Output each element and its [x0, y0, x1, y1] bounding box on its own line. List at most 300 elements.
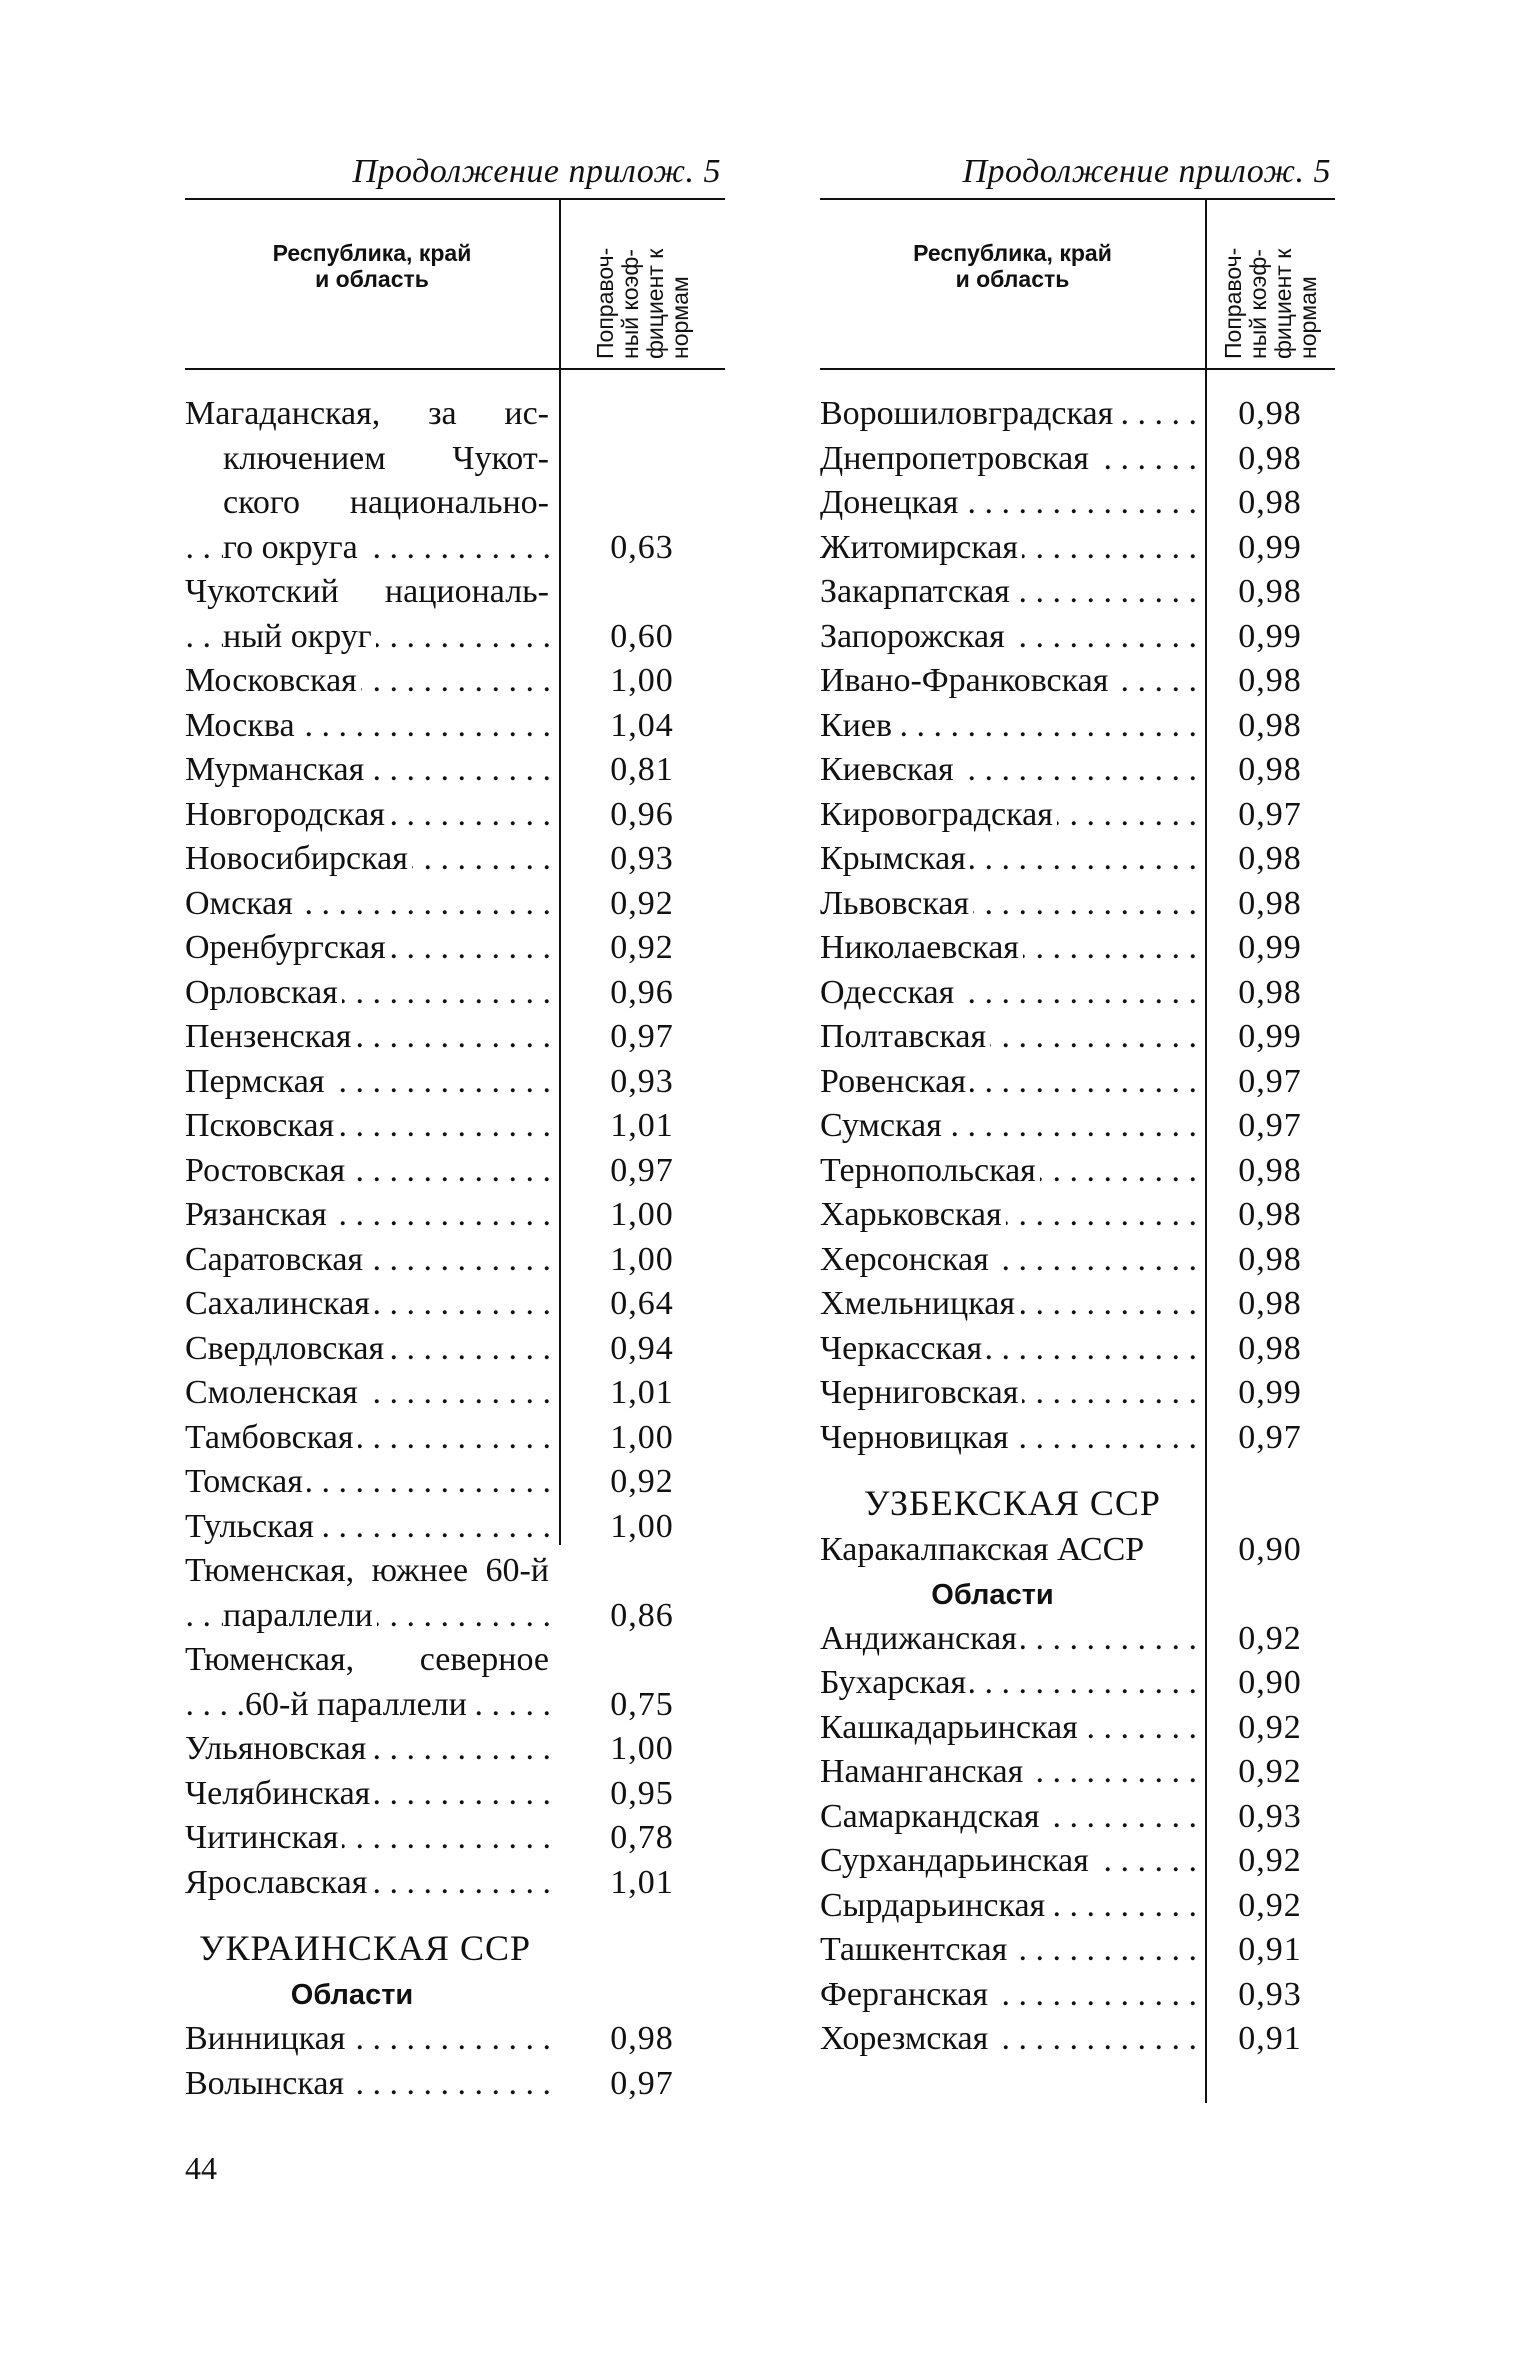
region-name [185, 659, 559, 704]
region-name-text: Тульская [185, 1508, 318, 1545]
table-row [185, 1727, 725, 1772]
coefficient-value: 0,64 [610, 1285, 674, 1322]
coefficient-value: 0,98 [1238, 484, 1302, 521]
coefficient-value: 0,99 [1238, 528, 1302, 566]
table-row [820, 1795, 1335, 1840]
region-name-text: Николаевская [820, 929, 1023, 966]
value-cell-empty [559, 1973, 725, 2017]
region-name-text: Челябинская [185, 1775, 374, 1812]
region-name-text: 60-й параллели [245, 1686, 471, 1723]
region-name [185, 570, 559, 615]
table-row [185, 1416, 725, 1461]
value-cell-empty [1205, 1460, 1335, 1528]
table-row [185, 837, 725, 882]
region-name-text: Одесская [820, 974, 958, 1011]
coefficient-value: 0,92 [1238, 1753, 1302, 1790]
table-row [185, 1371, 725, 1416]
table-row [820, 1839, 1335, 1884]
coefficient-value: 0,92 [610, 884, 674, 922]
region-name [185, 1371, 559, 1416]
region-name [820, 1416, 1205, 1461]
region-name-text: Мурманская [185, 751, 368, 788]
table-row [820, 1104, 1335, 1149]
coefficient-value: 1,00 [610, 662, 674, 699]
header-coefficient-text: Поправоч- ный коэф- фициент к нормам [1220, 247, 1321, 359]
region-name [820, 1528, 1205, 1573]
subsection-heading [820, 1573, 1335, 1617]
region-name [185, 1861, 559, 1906]
coefficient-value: 1,01 [610, 1374, 674, 1411]
region-name-text: Житомирская [820, 529, 1022, 566]
region-name [185, 1060, 559, 1105]
region-name [820, 971, 1205, 1016]
region-name-text: Тюменская, южнее 60-й [185, 1552, 553, 1589]
region-name [820, 1973, 1205, 2018]
coefficient-value: 0,93 [1238, 1797, 1302, 1835]
coefficient-value: 0,98 [610, 2020, 674, 2057]
coefficient-value: 1,01 [610, 1107, 674, 1144]
table-row [185, 1327, 725, 1372]
subsection-title: Области [931, 1578, 1054, 1611]
region-name-text: Сумская [820, 1107, 946, 1144]
region-name [820, 748, 1205, 793]
value-cell-empty [559, 1905, 725, 1973]
table-row [820, 659, 1335, 704]
section-title: УКРАИНСКАЯ ССР [199, 1928, 531, 1968]
coefficient-value: 0,99 [1238, 929, 1302, 966]
region-name-text: Сырдарьинская [820, 1887, 1049, 1924]
coefficient-value [559, 570, 725, 615]
table-header [185, 198, 725, 370]
coefficient-value: 0,93 [610, 840, 674, 877]
coefficient-value: 0,90 [1238, 1531, 1302, 1568]
region-name-text: Ульяновская [185, 1730, 370, 1767]
coefficient-value: 0,90 [1238, 1664, 1302, 1701]
table-row [185, 1460, 725, 1505]
table-row [820, 1149, 1335, 1194]
table-row [820, 1928, 1335, 1973]
region-name [185, 704, 559, 749]
region-name-text: Андижанская [820, 1620, 1021, 1657]
region-name-text: Чукотский националь- [185, 573, 553, 610]
region-name-text: Рязанская [185, 1196, 331, 1233]
table-body [820, 370, 1335, 2062]
region-name [820, 1193, 1205, 1238]
coefficient-value: 0,97 [1238, 1418, 1302, 1456]
table-row [820, 704, 1335, 749]
region-name [820, 1327, 1205, 1372]
region-name-text: Бухарская [820, 1664, 970, 1701]
region-name-text: Ворошиловградская [820, 395, 1117, 432]
region-name [820, 481, 1205, 526]
region-name [820, 882, 1205, 927]
region-name [185, 1238, 559, 1283]
coefficient-value: 0,99 [1238, 1018, 1302, 1055]
region-name-text: ского национально- [223, 484, 553, 521]
coefficient-value: 0,98 [1238, 706, 1302, 744]
table-row [185, 1149, 725, 1194]
table-row [185, 1638, 725, 1683]
region-name-text: Волынская [185, 2065, 348, 2102]
coefficient-value: 0,86 [610, 1596, 674, 1634]
region-name-text: ключением Чукот- [223, 440, 553, 477]
table-row [185, 1772, 725, 1817]
table-row [820, 2017, 1335, 2062]
header-coefficient-text: Поправоч- ный коэф- фициент к нормам [592, 247, 693, 359]
table-row [185, 704, 725, 749]
region-name [820, 1238, 1205, 1283]
table-row [820, 481, 1335, 526]
table-row [185, 481, 725, 526]
region-name [185, 1683, 559, 1728]
coefficient-value: 0,97 [1238, 1107, 1302, 1144]
region-name [820, 1661, 1205, 1706]
table-row [820, 882, 1335, 927]
table-row [820, 437, 1335, 482]
region-name [185, 793, 559, 838]
table-row [820, 1238, 1335, 1283]
table-row [185, 1861, 725, 1906]
table-row [820, 1327, 1335, 1372]
region-name [185, 882, 559, 927]
region-name [185, 526, 559, 571]
table-row [820, 1973, 1335, 2018]
coefficient-value: 0,97 [610, 1018, 674, 1055]
table-row [820, 1617, 1335, 1662]
region-name [185, 1460, 559, 1505]
table-row [185, 1060, 725, 1105]
region-name-text: Ташкентская [820, 1931, 1011, 1968]
region-name-text: параллели [223, 1597, 377, 1634]
coefficient-value: 0,99 [1238, 1374, 1302, 1411]
table-row [185, 615, 725, 660]
table-row [185, 1104, 725, 1149]
region-name [185, 2062, 559, 2107]
region-name-text: Москва [185, 707, 299, 744]
region-name [185, 1638, 559, 1683]
header-region-text: Республика, край и область [272, 240, 472, 292]
table-row [185, 1015, 725, 1060]
coefficient-value: 0,92 [1238, 1619, 1302, 1657]
region-name-text: го округа [223, 529, 362, 566]
coefficient-value: 0,98 [1238, 1285, 1302, 1322]
region-name-text: Закарпатская [820, 573, 1014, 610]
table-row [185, 437, 725, 482]
continuation-caption: Продолжение прилож. 5 [962, 153, 1331, 190]
region-name-text: Сахалинская [185, 1285, 374, 1322]
coefficient-value: 1,00 [610, 1240, 674, 1278]
region-name [185, 2017, 559, 2062]
table-row [820, 1416, 1335, 1461]
coefficient-value: 0,98 [1238, 395, 1302, 432]
table-row [185, 926, 725, 971]
region-name [820, 1884, 1205, 1929]
coefficient-value [559, 1638, 725, 1683]
region-name-text: Харьковская [820, 1196, 1006, 1233]
region-name-text: Ферганская [820, 1976, 992, 2013]
region-name-text: Киевская [820, 751, 958, 788]
coefficient-value: 0,92 [1238, 1842, 1302, 1879]
table-row [185, 1594, 725, 1639]
left-column [185, 150, 725, 2106]
region-name [185, 1104, 559, 1149]
coefficient-value: 0,98 [1238, 1240, 1302, 1278]
region-name-text: Ярославская [185, 1864, 371, 1901]
region-name-text: Саратовская [185, 1241, 367, 1278]
table-row [820, 1015, 1335, 1060]
region-name-text: Тернопольская [820, 1152, 1040, 1189]
region-name-text: Наманганская [820, 1753, 1027, 1790]
region-name [820, 526, 1205, 571]
coefficient-table [820, 198, 1335, 2062]
table-row [185, 793, 725, 838]
table-row [820, 526, 1335, 571]
coefficient-value: 0,91 [1238, 2020, 1302, 2057]
table-row [185, 1816, 725, 1861]
table-row [820, 615, 1335, 660]
section-heading [820, 1460, 1335, 1528]
coefficient-value: 0,63 [610, 528, 674, 566]
region-name-text: Киев [820, 707, 896, 744]
coefficient-value: 1,00 [610, 1507, 674, 1545]
table-row [820, 1661, 1335, 1706]
region-name [820, 615, 1205, 660]
region-name-text: Московская [185, 662, 361, 699]
header-region-text: Республика, край и область [913, 240, 1112, 292]
region-name [185, 1193, 559, 1238]
region-name [820, 570, 1205, 615]
table-row [820, 1528, 1335, 1573]
table-row [185, 392, 725, 437]
region-name-text: Ровенская [820, 1063, 970, 1100]
region-name [185, 837, 559, 882]
table-body [185, 370, 725, 2106]
table-row [185, 570, 725, 615]
table-row [820, 1706, 1335, 1751]
coefficient-value: 0,97 [610, 2064, 674, 2102]
region-name-text: Хорезмская [820, 2020, 992, 2057]
region-name [185, 615, 559, 660]
column-divider [559, 370, 561, 1545]
table-row [185, 1505, 725, 1550]
right-column [820, 150, 1335, 2062]
region-name [185, 481, 559, 526]
region-name [185, 1149, 559, 1194]
table-row [820, 570, 1335, 615]
table-row [185, 1549, 725, 1594]
coefficient-value: 1,01 [610, 1863, 674, 1901]
region-name [185, 1416, 559, 1461]
table-row [820, 793, 1335, 838]
coefficient-value: 0,93 [610, 1062, 674, 1100]
coefficient-value: 0,98 [1238, 973, 1302, 1011]
coefficient-value: 0,92 [1238, 1708, 1302, 1746]
region-name [820, 1750, 1205, 1795]
coefficient-value: 0,97 [1238, 795, 1302, 833]
table-row [820, 926, 1335, 971]
coefficient-value: 0,98 [1238, 1329, 1302, 1367]
table-row [185, 1193, 725, 1238]
region-name [820, 1706, 1205, 1751]
region-name [820, 793, 1205, 838]
region-name-text: Тамбовская [185, 1419, 358, 1456]
header-coefficient [559, 200, 725, 368]
region-name-text: Оренбургская [185, 929, 390, 966]
table-row [185, 1282, 725, 1327]
table-row [185, 2062, 725, 2107]
coefficient-value: 0,92 [610, 929, 674, 966]
region-name-text: Читинская [185, 1819, 342, 1856]
subsection-heading [185, 1973, 725, 2017]
table-row [820, 837, 1335, 882]
region-name [820, 2017, 1205, 2062]
region-name-text: Крымская [820, 840, 970, 877]
coefficient-value: 0,98 [1238, 1151, 1302, 1189]
region-name-text: Орловская [185, 974, 342, 1011]
coefficient-value: 0,98 [1238, 884, 1302, 922]
region-name [185, 1015, 559, 1060]
coefficient-value [559, 481, 725, 526]
coefficient-value: 0,99 [1238, 617, 1302, 655]
region-name [820, 1928, 1205, 1973]
continuation-caption: Продолжение прилож. 5 [352, 153, 721, 190]
region-name-text: Новосибирская [185, 840, 412, 877]
region-name-text: Запорожская [820, 618, 1009, 655]
coefficient-value: 0,93 [1238, 1975, 1302, 2013]
region-name-text: Псковская [185, 1107, 338, 1144]
region-name [185, 1505, 559, 1550]
coefficient-value: 0,98 [1238, 573, 1302, 610]
value-cell-empty [1205, 1573, 1335, 1617]
region-name-text: Пензенская [185, 1018, 355, 1055]
region-name [820, 437, 1205, 482]
header-coefficient [1205, 200, 1335, 368]
page-number: 44 [185, 2150, 217, 2186]
region-name-text: Херсонская [820, 1241, 993, 1278]
region-name-text: Ростовская [185, 1152, 349, 1189]
table-row [820, 748, 1335, 793]
coefficient-value: 0,98 [1238, 1196, 1302, 1233]
region-name-text: Днепропетровская [820, 440, 1093, 477]
region-name [820, 1104, 1205, 1149]
region-name-text: Тюменская, северное [185, 1641, 553, 1678]
coefficient-value: 0,81 [610, 751, 674, 788]
region-name-text: Донецкая [820, 484, 962, 521]
region-name [820, 837, 1205, 882]
region-name-text: Кировоградская [820, 796, 1057, 833]
region-name-text: Пермская [185, 1063, 328, 1100]
region-name [185, 1772, 559, 1817]
region-name-text: Полтавская [820, 1018, 990, 1055]
table-row [820, 1750, 1335, 1795]
region-name-text: Черновицкая [820, 1419, 1013, 1456]
region-name-text: Сурхандарьинская [820, 1842, 1093, 1879]
coefficient-value: 1,04 [610, 706, 674, 744]
coefficient-value: 0,75 [610, 1685, 674, 1723]
table-row [185, 748, 725, 793]
section-title: УЗБЕКСКАЯ ССР [864, 1483, 1161, 1523]
region-name-text: Черкасская [820, 1330, 986, 1367]
region-name [820, 926, 1205, 971]
region-name [820, 1795, 1205, 1840]
table-row [185, 882, 725, 927]
coefficient-value: 0,78 [610, 1819, 674, 1856]
coefficient-value: 0,97 [1238, 1062, 1302, 1100]
region-name [820, 1617, 1205, 1662]
table-row [185, 1238, 725, 1283]
region-name [185, 437, 559, 482]
region-name [820, 1282, 1205, 1327]
coefficient-value: 1,00 [610, 1730, 674, 1767]
coefficient-value: 0,98 [1238, 840, 1302, 877]
region-name [820, 1060, 1205, 1105]
region-name-text: Свердловская [185, 1330, 388, 1367]
region-name [185, 1549, 559, 1594]
region-name-text: Хмельницкая [820, 1285, 1019, 1322]
region-name [185, 748, 559, 793]
section-heading [185, 1905, 725, 1973]
region-name [820, 392, 1205, 437]
coefficient-value: 0,92 [1238, 1886, 1302, 1924]
region-name [185, 1594, 559, 1639]
column-divider [1205, 358, 1207, 2103]
table-row [820, 1282, 1335, 1327]
region-name [185, 1282, 559, 1327]
table-row [820, 1060, 1335, 1105]
coefficient-value [559, 1549, 725, 1594]
table-row [820, 1371, 1335, 1416]
region-name-text: Самаркандская [820, 1798, 1044, 1835]
coefficient-value: 0,60 [610, 617, 674, 655]
region-name [185, 1727, 559, 1772]
header-region [820, 200, 1205, 368]
table-row [185, 1683, 725, 1728]
region-name [185, 1327, 559, 1372]
header-region [185, 200, 559, 368]
coefficient-value: 0,94 [610, 1329, 674, 1367]
region-name [820, 704, 1205, 749]
coefficient-value: 0,97 [610, 1151, 674, 1189]
region-name [185, 1816, 559, 1861]
region-name [185, 392, 559, 437]
region-name-text: Черниговская [820, 1374, 1022, 1411]
region-name [820, 1371, 1205, 1416]
region-name-text: ный округ [223, 618, 376, 655]
region-name-text: Ивано-Франковская [820, 662, 1112, 699]
coefficient-value: 0,98 [1238, 662, 1302, 699]
table-row [185, 526, 725, 571]
table-row [820, 1193, 1335, 1238]
region-name [185, 971, 559, 1016]
subsection-title: Области [290, 1979, 414, 2011]
region-name-text: Томская [185, 1463, 307, 1500]
coefficient-value [559, 437, 725, 482]
table-row [820, 1884, 1335, 1929]
region-name-text: Омская [185, 885, 297, 922]
region-name-text: Магаданская, за ис- [185, 395, 553, 432]
region-name-text: Каракалпакская АССР [820, 1531, 1148, 1568]
region-name-text: Кашкадарьинская [820, 1709, 1082, 1746]
coefficient-value: 1,00 [610, 1196, 674, 1233]
table-row [185, 971, 725, 1016]
coefficient-value: 0,91 [1238, 1931, 1302, 1968]
coefficient-value: 0,98 [1238, 751, 1302, 788]
region-name [820, 1015, 1205, 1060]
coefficient-value: 1,00 [610, 1418, 674, 1456]
table-row [820, 971, 1335, 1016]
region-name-text: Смоленская [185, 1374, 362, 1411]
region-name-text: Львовская [820, 885, 973, 922]
